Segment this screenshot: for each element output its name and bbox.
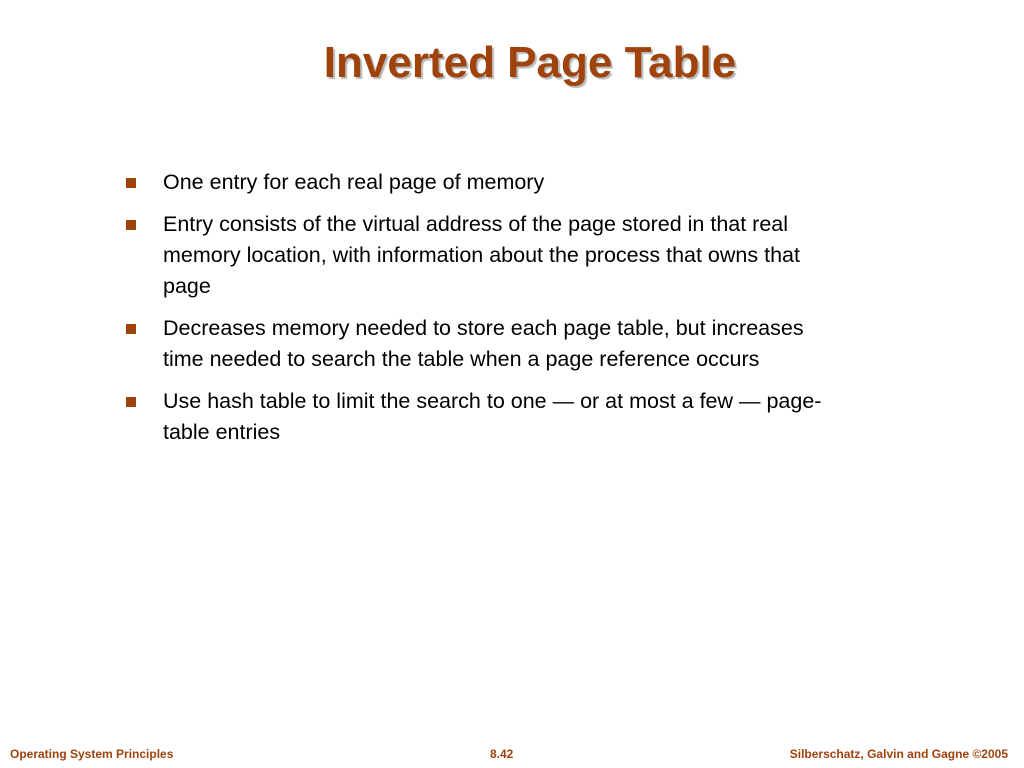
bullet-list xyxy=(126,167,826,459)
bullet-item xyxy=(126,313,826,375)
bullet-text: Entry consists of the virtual address of the page stored in that real memory location, with information about the process that owns that page xyxy=(163,212,800,298)
bullet-item xyxy=(126,209,826,302)
bullet-text: Decreases memory needed to store each page table, but increases time needed to search the table when a page reference occurs xyxy=(163,316,804,371)
footer-page-number: 8.42 xyxy=(490,747,514,761)
footer-course-title: Operating System Principles xyxy=(10,747,174,761)
square-bullet-icon xyxy=(126,220,136,230)
slide-title: Inverted Page Table xyxy=(323,38,737,87)
bullet-item xyxy=(126,386,826,448)
bullet-item xyxy=(126,167,826,198)
square-bullet-icon xyxy=(126,397,136,407)
square-bullet-icon xyxy=(126,178,136,188)
square-bullet-icon xyxy=(126,324,136,334)
bullet-text: Use hash table to limit the search to one — or at most a few — page-table entries xyxy=(163,389,822,444)
footer-copyright: Silberschatz, Galvin and Gagne ©2005 xyxy=(789,747,1008,761)
bullet-text: One entry for each real page of memory xyxy=(163,170,545,194)
